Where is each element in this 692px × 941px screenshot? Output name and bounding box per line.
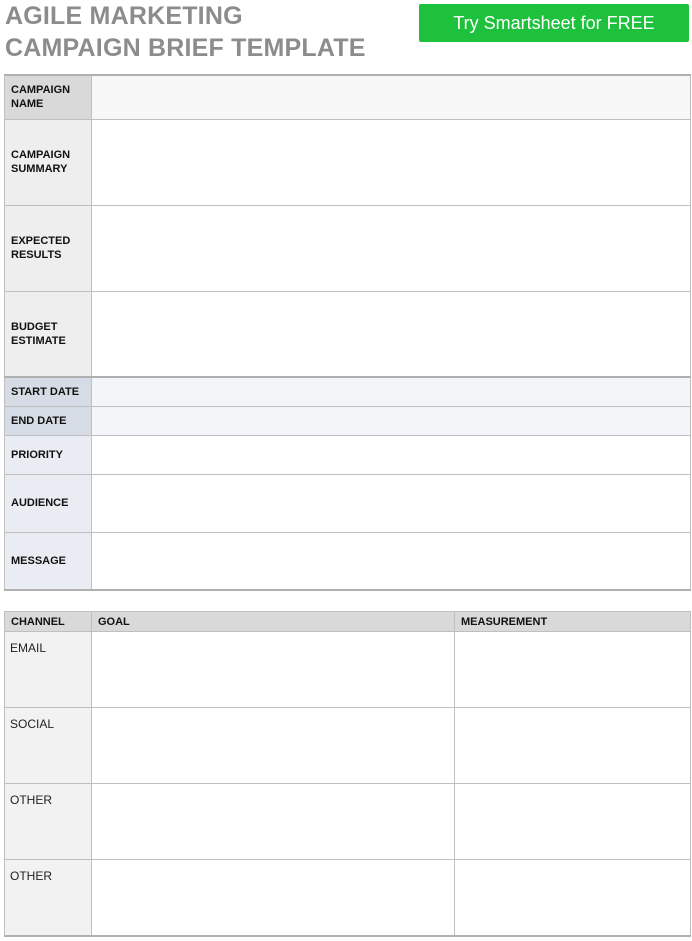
field-expected-results[interactable] — [92, 205, 691, 291]
goal-cell[interactable] — [92, 708, 455, 784]
row-budget-estimate — [5, 291, 691, 377]
channel-label: OTHER — [5, 860, 92, 936]
table-row — [5, 632, 691, 708]
measurement-cell[interactable] — [455, 784, 691, 860]
channel-goals-table — [4, 611, 691, 937]
measurement-cell[interactable] — [455, 708, 691, 784]
label-audience: AUDIENCE — [5, 474, 92, 532]
channel-label: SOCIAL — [5, 708, 92, 784]
header-goal: GOAL — [92, 612, 455, 632]
field-campaign-name[interactable] — [92, 75, 691, 119]
table-row — [5, 708, 691, 784]
row-end-date — [5, 406, 691, 435]
label-end-date: END DATE — [5, 406, 92, 435]
label-start-date: START DATE — [5, 377, 92, 406]
field-priority[interactable] — [92, 435, 691, 474]
row-expected-results — [5, 205, 691, 291]
header-channel: CHANNEL — [5, 612, 92, 632]
field-budget-estimate[interactable] — [92, 291, 691, 377]
field-end-date[interactable] — [92, 406, 691, 435]
row-start-date — [5, 377, 691, 406]
channel-label: OTHER — [5, 784, 92, 860]
label-priority: PRIORITY — [5, 435, 92, 474]
row-campaign-name — [5, 75, 691, 119]
title-line-2: CAMPAIGN BRIEF TEMPLATE — [5, 34, 366, 62]
label-campaign-name: CAMPAIGN NAME — [5, 75, 92, 119]
goal-cell[interactable] — [92, 632, 455, 708]
table-row — [5, 860, 691, 936]
goal-cell[interactable] — [92, 860, 455, 936]
field-start-date[interactable] — [92, 377, 691, 406]
goal-cell[interactable] — [92, 784, 455, 860]
page-title — [5, 0, 366, 64]
try-smartsheet-button[interactable]: Try Smartsheet for FREE — [419, 4, 689, 42]
title-line-1: AGILE MARKETING — [5, 2, 243, 30]
label-expected-results: EXPECTED RESULTS — [5, 205, 92, 291]
header-measurement: MEASUREMENT — [455, 612, 691, 632]
label-campaign-summary: CAMPAIGN SUMMARY — [5, 119, 92, 205]
channel-label: EMAIL — [5, 632, 92, 708]
row-priority — [5, 435, 691, 474]
field-message[interactable] — [92, 532, 691, 590]
row-campaign-summary — [5, 119, 691, 205]
channel-table-header — [5, 612, 691, 632]
campaign-brief-table — [4, 74, 691, 591]
measurement-cell[interactable] — [455, 860, 691, 936]
field-campaign-summary[interactable] — [92, 119, 691, 205]
field-audience[interactable] — [92, 474, 691, 532]
label-budget-estimate: BUDGET ESTIMATE — [5, 291, 92, 377]
measurement-cell[interactable] — [455, 632, 691, 708]
label-message: MESSAGE — [5, 532, 92, 590]
row-message — [5, 532, 691, 590]
table-row — [5, 784, 691, 860]
row-audience — [5, 474, 691, 532]
